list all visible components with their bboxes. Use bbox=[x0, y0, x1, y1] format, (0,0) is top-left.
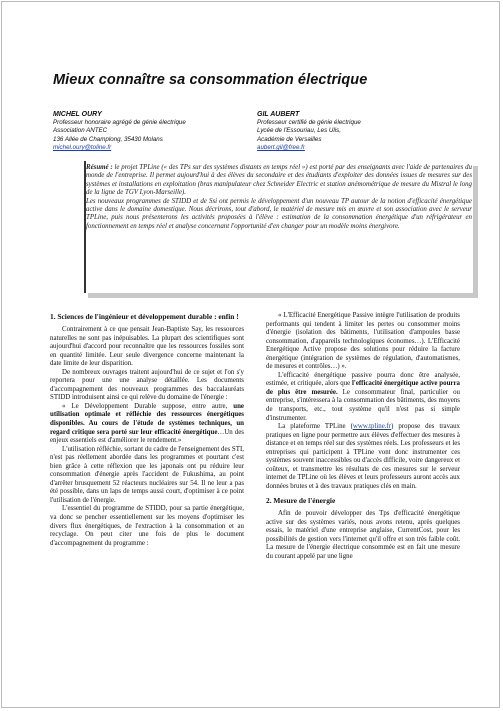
author-email-link[interactable]: aubert.gil@free.fr bbox=[257, 143, 305, 151]
article-title: Mieux connaître sa consommation électrique bbox=[53, 72, 368, 88]
abstract-paragraph: Les nouveaux programmes de STIDD et de Ssi ont permis le développement d'un nouveau TP autour de la notion d'efficacité énergétique active dans le domaine domestique. Nous décrirons, tout d'abord, le matériel de mesure mis en œuvre et son association avec le serveur TPLine, puis nous présenterons les activités proposées à l'élève : estimation de la consommation énergétique d'un réfrigérateur en fonctionnement en temps réel et analyse concernant l'opportunité d'en changer pour un modèle moins énergivore. bbox=[86, 197, 472, 230]
tpline-link[interactable]: www.tpline.fr bbox=[352, 423, 392, 431]
author-name: MICHEL OURY bbox=[53, 111, 102, 118]
author-title: Professeur certifié de génie électrique bbox=[257, 119, 361, 127]
author-title: Professeur honoraire agrégé de génie électrique bbox=[53, 119, 186, 127]
abstract-shadow-bottom bbox=[88, 293, 478, 298]
section-heading: 2. Mesure de l'énergie bbox=[266, 496, 336, 506]
author-email-link[interactable]: michel.oury@toline.fr bbox=[53, 143, 112, 151]
author-address: 136 Allée de Champlong, 35430 Molans bbox=[53, 135, 163, 143]
author-affiliation: Lycée de l'Essouriau, Les Ulis, bbox=[257, 127, 341, 135]
quote-paragraph: « Le Développement Durable suppose, entre autre, une utilisation optimale et réfléchie des ressources énergétiques disponibles. Au cours de l'étude de systèmes techniques, un regard critique sera porté sur leur efficacité énergétique…Un des enjeux essentiels est d'améliorer le rendement.» bbox=[50, 402, 244, 445]
author-address: Académie de Versailles bbox=[257, 135, 322, 143]
quote-paragraph: « L'Efficacité Energétique Passive intègre l'utilisation de produits performants qui tendent à limiter les pertes ou consommer moins d'énergie (isolation des bâtiments, l'utilisation d'ampoules basse consommation, d'appareils technologiques économes…). L'Efficacité Energétique Active propose des solutions pour réduire la facture énergétique (intégration de systèmes de régulation, d'automatismes, de mesures et contrôles…) ». bbox=[266, 312, 460, 371]
author-block-2 bbox=[257, 111, 361, 152]
text-column-left bbox=[50, 312, 244, 548]
author-block-1 bbox=[53, 111, 186, 152]
paragraph: La plateforme TPLine (www.tpline.fr) propose des travaux pratiques en ligne pour permettre aux élèves d'effectuer des mesures à distance et en temps réel sur des systèmes réels. Les professeurs et les entreprises qui participent à TPLine vont donc instrumenter ces systèmes souvent inaccessibles ou d'accès difficile, voire dangereux et coûteux, et transmettre les résultats de ces mesures sur le serveur internet de TPLine où les élèves et leurs professeurs auront accès aux données brutes et à des travaux pratiques clés en main. bbox=[266, 423, 460, 490]
abstract-box bbox=[86, 164, 472, 231]
paragraph: L'utilisation réfléchie, sortant du cadre de l'enseignement des STI, n'est pas réellement abordée dans les programmes et pourtant c'est bien grâce à cette réflexion que les japonais ont pu réduire leur consommation d'énergie après l'accident de Fukushima, au point d'arrêter brusquement 52 réacteurs nucléaires sur 54. Il ne leur a pas été possible, dans un laps de temps aussi court, d'optimiser à ce point l'utilisation de l'énergie. bbox=[50, 445, 244, 504]
abstract-shadow-right bbox=[473, 166, 478, 296]
paragraph: L'efficacité énergétique passive pourra donc être analysée, estimée, et critiquée, alors que l'efficacité énergétique active pourra de plus être mesurée. Le consommateur final, particulier ou entreprise, s'intéressera à la consommation des bâtiments, des moyens de transports, etc., tout système qu'il n'est pas si simple d'instrumenter. bbox=[266, 371, 460, 422]
abstract-label: Résumé : bbox=[86, 164, 113, 171]
text-column-right bbox=[266, 312, 460, 561]
abstract-paragraph: Résumé : le projet TPLine (« des TPs sur des systèmes distants en temps réel ») est porté par des enseignants avec l'aide de partenaires du monde de l'entreprise. Il permet aujourd'hui à des élèves du secondaire et des étudiants d'exploiter des données issues de mesures sur des systèmes et installations en exploitation (bras manipulateur chez Schneider Electric et station anémométrique de mesure du Mistral le long de la ligne de TGV Lyon-Marseille). bbox=[86, 164, 472, 197]
paragraph: Contrairement à ce que pensait Jean-Baptiste Say, les ressources naturelles ne sont pas inépuisables. La plupart des scientifiques sont aujourd'hui d'accord pour reconnaître que les ressources fossiles sont en quantité limitée. Leur seule divergence concerne maintenant la date limite de leur disparition. bbox=[50, 326, 244, 368]
paragraph: De nombreux ouvrages traitent aujourd'hui de ce sujet et l'on s'y reportera pour une une analyse détaillée. Les documents d'accompagnement des nouveaux programmes des baccalauréats STIDD introduisent ainsi ce qui relève du domaine de l'énergie : bbox=[50, 368, 244, 402]
paragraph: Afin de pouvoir développer des Tps d'efficacité énergétique active sur des systèmes variés, nous avons retenu, après quelques essais, le matériel d'une entreprise anglaise, CurrentCost, pour les possibilités de gestion vers l'internet qu'il offre et son très faible coût. La mesure de l'énergie électrique consommée est en fait une mesure du courant appelé par une ligne bbox=[266, 510, 460, 560]
author-affiliation: Association ANTEC bbox=[53, 127, 108, 135]
author-name: GIL AUBERT bbox=[257, 111, 300, 118]
section-heading: 1. Sciences de l'ingénieur et développement durable : enfin ! bbox=[50, 312, 239, 321]
paragraph: L'essentiel du programme de STIDD, pour sa partie énergétique, va donc se pencher essentiellement sur les moyens d'optimiser les divers flux énergétiques, de l'extraction à la consommation et au recyclage. On peut citer une fois de plus le document d'accompagnement du programme : bbox=[50, 505, 244, 547]
